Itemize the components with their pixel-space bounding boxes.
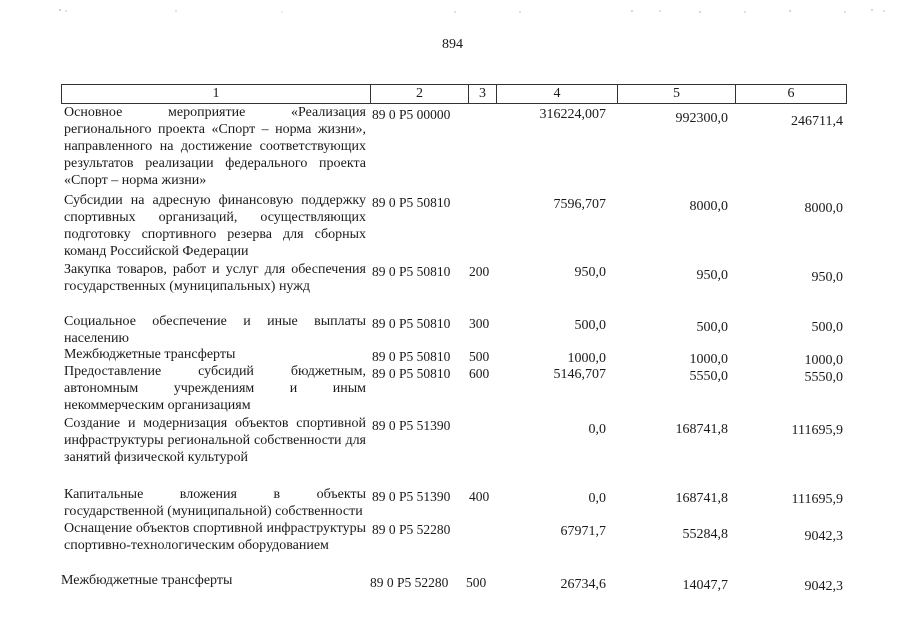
- row-code: 89 0 P5 50810: [372, 316, 451, 331]
- row-code: 89 0 P5 51390: [372, 489, 451, 504]
- row-value-col6: 5550,0: [804, 370, 843, 385]
- row-value-col5: 500,0: [696, 320, 728, 335]
- row-description: Закупка товаров, работ и услуг для обеспечения государственных (муниципальных) нужд: [64, 262, 366, 294]
- row-description: Предоставление субсидий бюджетным, автономным учреждениям и иным некоммерческим организациям: [64, 364, 366, 413]
- row-value-col4: 67971,7: [560, 524, 606, 539]
- row-expense-type: 500: [466, 575, 487, 590]
- row-value-col4: 0,0: [588, 491, 606, 506]
- row-value-col5: 8000,0: [689, 199, 728, 214]
- row-description: Межбюджетные трансферты: [61, 573, 233, 588]
- row-value-col6: 9042,3: [804, 529, 843, 544]
- row-value-col5: 14047,7: [682, 578, 728, 593]
- row-value-col6: 9042,3: [804, 579, 843, 594]
- page-number: 894: [442, 37, 463, 52]
- row-expense-type: 500: [469, 349, 490, 364]
- row-expense-type: 600: [469, 366, 490, 381]
- column-header-3: 3: [479, 86, 486, 101]
- row-value-col6: 111695,9: [791, 492, 843, 507]
- column-header-6: 6: [787, 86, 795, 101]
- column-header-4: 4: [553, 86, 561, 101]
- row-code: 89 0 P5 50810: [372, 264, 451, 279]
- row-value-col5: 168741,8: [675, 491, 728, 506]
- row-value-col4: 0,0: [588, 422, 606, 437]
- row-value-col6: 111695,9: [791, 423, 843, 438]
- row-value-col4: 7596,707: [553, 197, 606, 212]
- row-code: 89 0 P5 51390: [372, 418, 451, 433]
- row-code: 89 0 P5 52280: [370, 575, 449, 590]
- row-value-col6: 950,0: [811, 270, 843, 285]
- row-code: 89 0 P5 00000: [372, 107, 451, 122]
- row-description: Оснащение объектов спортивной инфраструктуры спортивно-технологическим оборудованием: [64, 521, 366, 553]
- row-code: 89 0 P5 52280: [372, 522, 451, 537]
- row-value-col6: 1000,0: [804, 353, 843, 368]
- row-code: 89 0 P5 50810: [372, 349, 451, 364]
- row-code: 89 0 P5 50810: [372, 195, 451, 210]
- row-value-col4: 950,0: [574, 265, 606, 280]
- column-header-2: 2: [416, 86, 423, 101]
- row-description: Социальное обеспечение и иные выплаты населению: [64, 314, 366, 346]
- row-expense-type: 300: [469, 316, 490, 331]
- row-value-col6: 8000,0: [804, 201, 843, 216]
- row-value-col4: 26734,6: [560, 577, 606, 592]
- row-value-col5: 168741,8: [675, 422, 728, 437]
- row-description: Капитальные вложения в объекты государственной (муниципальной) собственности: [64, 487, 366, 519]
- scan-noise: [0, 4, 905, 16]
- row-description: Межбюджетные трансферты: [64, 347, 236, 362]
- row-value-col6: 500,0: [811, 320, 843, 335]
- row-value-col4: 5146,707: [553, 367, 606, 382]
- row-value-col5: 950,0: [696, 268, 728, 283]
- row-description: Создание и модернизация объектов спортивной инфраструктуры региональной собственности для занятий физической культурой: [64, 416, 366, 465]
- row-value-col4: 1000,0: [567, 351, 606, 366]
- column-header-1: 1: [212, 86, 220, 101]
- row-code: 89 0 P5 50810: [372, 366, 451, 381]
- row-value-col4: 500,0: [574, 318, 606, 333]
- row-description: Субсидии на адресную финансовую поддержку спортивных организаций, осуществляющих подготовку спортивного резерва для сборных команд Российской Федерации: [64, 193, 366, 259]
- row-description: Основное мероприятие «Реализация регионального проекта «Спорт – норма жизни», направленного на достижение соответствующих результатов реализации федерального проекта «Спорт – норма жизни»: [64, 105, 366, 188]
- row-expense-type: 200: [469, 264, 490, 279]
- row-value-col5: 5550,0: [689, 369, 728, 384]
- row-value-col5: 992300,0: [675, 111, 728, 126]
- column-header-5: 5: [673, 86, 680, 101]
- row-value-col4: 316224,007: [539, 107, 606, 122]
- row-value-col6: 246711,4: [791, 114, 843, 129]
- row-value-col5: 55284,8: [682, 527, 728, 542]
- row-value-col5: 1000,0: [689, 352, 728, 367]
- row-expense-type: 400: [469, 489, 490, 504]
